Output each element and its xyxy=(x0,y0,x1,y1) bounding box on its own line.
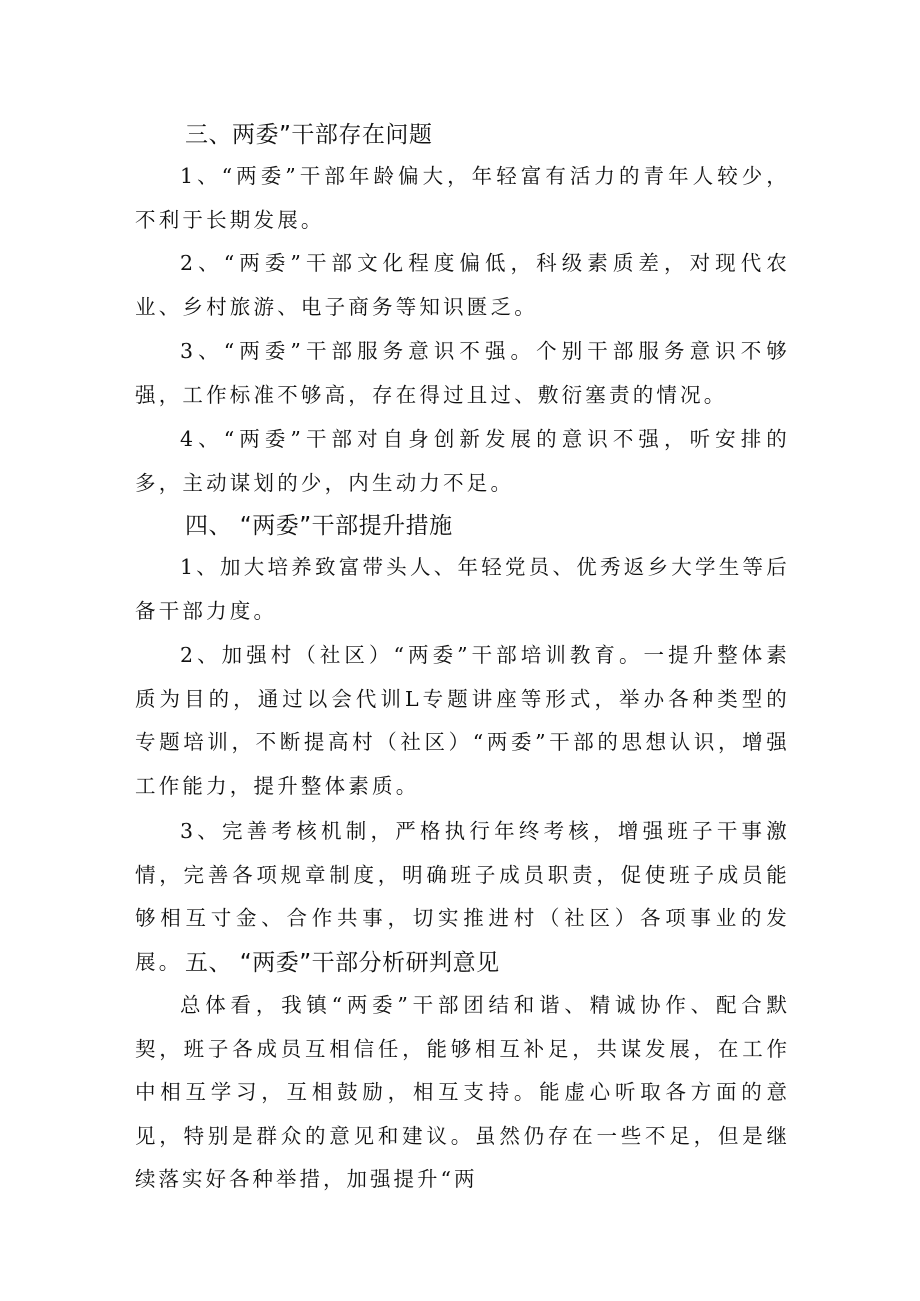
problem-item-2: 2、“两委”干部文化程度偏低，科级素质差，对现代农业、乡村旅游、电子商务等知识匮乏。 xyxy=(135,251,790,319)
problem-item-1: 1、“两委”干部年龄偏大，年轻富有活力的青年人较少，不利于长期发展。 xyxy=(135,164,790,232)
opinion-paragraph: 总体看，我镇“两委”干部团结和谐、精诚协作、配合默契，班子各成员互相信任，能够相互补足，共谋发展，在工作中相互学习，互相鼓励，相互支持。能虚心听取各方面的意见，特别是群众的意见和建议。虽然仍存在一些不足，但是继续落实好各种举措，加强提升“两 xyxy=(135,993,790,1191)
section-heading-problems: 三、两委”干部存在问题 xyxy=(185,122,433,148)
problem-item-4: 4、“两委”干部对自身创新发展的意识不强，听安排的多，主动谋划的少，内生动力不足。 xyxy=(135,427,790,495)
measure-item-3: 3、完善考核机制，严格执行年终考核，增强班子干事激情，完善各项规章制度，明确班子成员职责，促使班子成员能够相互寸金、合作共事，切实推进村（社区）各项事业的发展。 xyxy=(135,819,790,974)
measure-item-2: 2、加强村（社区）“两委”干部培训教育。一提升整体素质为目的，通过以会代训L专题讲座等形式，举办各种类型的专题培训，不断提高村（社区）“两委”干部的思想认识，增强工作能力，提升整体素质。 xyxy=(135,643,790,798)
section-heading-measures: 四、 “两委”干部提升措施 xyxy=(185,513,453,539)
measure-item-1: 1、加大培养致富带头人、年轻党员、优秀返乡大学生等后备干部力度。 xyxy=(135,555,790,623)
section-heading-opinion: 五、 “两委”干部分析研判意见 xyxy=(185,950,500,976)
problem-item-3: 3、“两委”干部服务意识不强。个别干部服务意识不够强，工作标准不够高，存在得过且过、敷衍塞责的情况。 xyxy=(135,339,790,407)
